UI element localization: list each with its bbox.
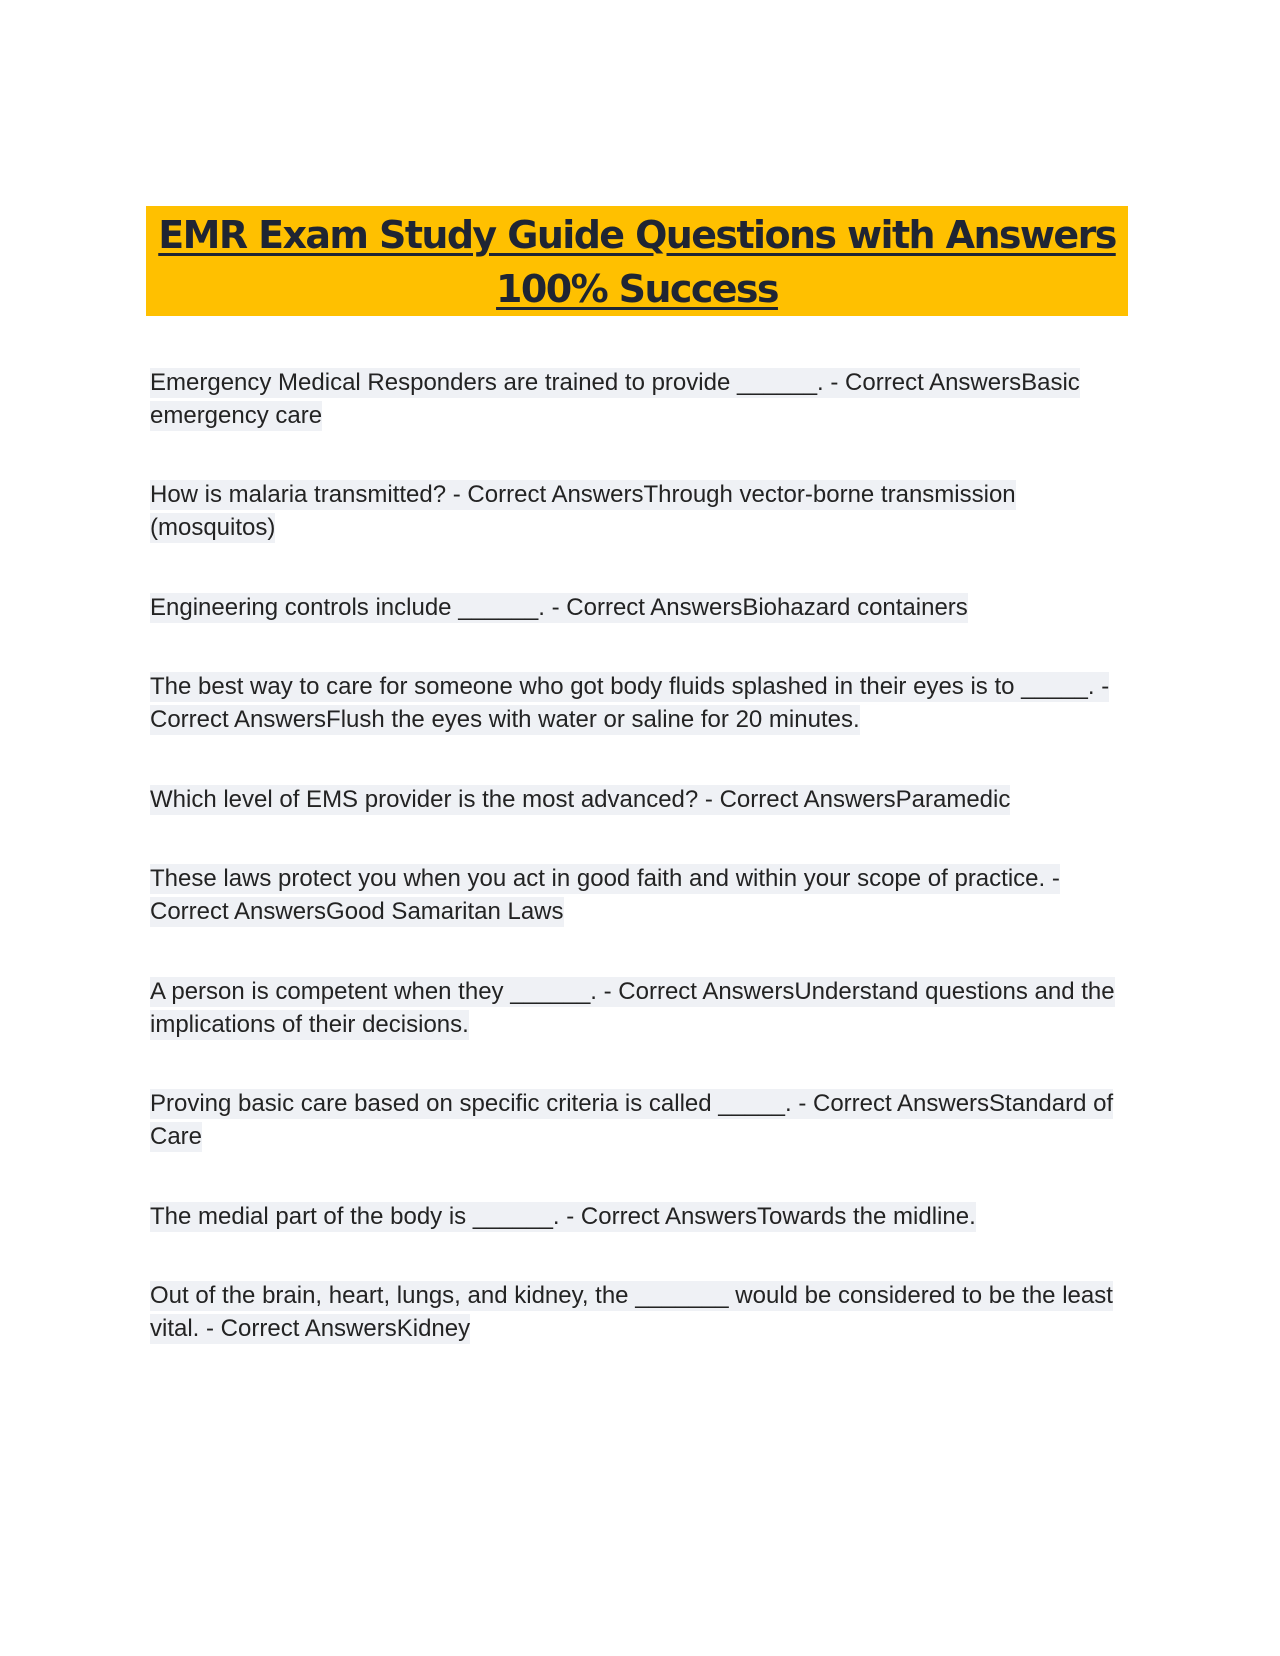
title-banner <box>146 206 1128 316</box>
qa-item-2 <box>150 478 1130 544</box>
document-title-line-1: EMR Exam Study Guide Questions with Answers <box>158 213 1116 257</box>
qa-item-text: Which level of EMS provider is the most advanced? - Correct AnswersParamedic <box>150 786 1011 813</box>
qa-item-9 <box>150 1200 1130 1233</box>
qa-item-4 <box>150 670 1130 736</box>
qa-item-text: A person is competent when they ______. - Correct AnswersUnderstand questions and the implications of their decisions. <box>150 978 1115 1038</box>
qa-item-6 <box>150 862 1130 928</box>
qa-item-text: Emergency Medical Responders are trained to provide ______. - Correct AnswersBasic emergency care <box>150 369 1080 429</box>
qa-list <box>150 366 1130 1345</box>
qa-item-text: Out of the brain, heart, lungs, and kidney, the _______ would be considered to be the least vital. - Correct AnswersKidney <box>150 1282 1113 1342</box>
qa-item-text: Proving basic care based on specific criteria is called _____. - Correct AnswersStandard of Care <box>150 1090 1114 1150</box>
document-title-line-2: 100% Success <box>496 267 778 311</box>
qa-item-text: How is malaria transmitted? - Correct AnswersThrough vector-borne transmission (mosquitos) <box>150 481 1016 541</box>
qa-item-7 <box>150 975 1130 1041</box>
qa-item-text: Engineering controls include ______. - Correct AnswersBiohazard containers <box>150 594 968 621</box>
qa-item-text: These laws protect you when you act in good faith and within your scope of practice. - Correct AnswersGood Samaritan Laws <box>150 865 1060 925</box>
qa-item-5 <box>150 783 1130 816</box>
qa-item-3 <box>150 591 1130 624</box>
qa-item-1 <box>150 366 1130 432</box>
qa-item-8 <box>150 1087 1130 1153</box>
qa-item-text: The medial part of the body is ______. - Correct AnswersTowards the midline. <box>150 1203 976 1230</box>
qa-item-text: The best way to care for someone who got body fluids splashed in their eyes is to _____. - Correct AnswersFlush the eyes with water or saline for 20 minutes. <box>150 673 1110 733</box>
qa-item-10 <box>150 1279 1130 1345</box>
